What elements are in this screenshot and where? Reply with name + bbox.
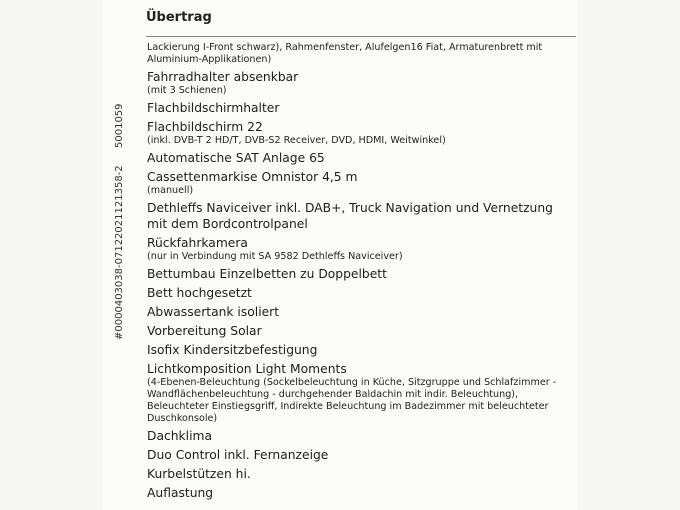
equipment-item [147, 200, 567, 235]
left-margin [0, 0, 103, 510]
equipment-item-note: (4-Ebenen-Beleuchtung (Sockelbeleuchtung in Küche, Sitzgruppe und Schlafzimmer - Wandflächenbeleuchtung - durchgehender Baldachin mit indir. Beleuchtung), Beleuchteter Einstiegsgriff, Indirekte Beleuchtung im Badezimmer mit beleuchteter Duschkonsole) [147, 377, 557, 424]
equipment-item-title: Abwassertank isoliert [147, 305, 280, 319]
section-header: Übertrag [146, 10, 212, 25]
equipment-item-title: Flachbildschirmhalter [147, 101, 280, 115]
equipment-item-title: Cassettenmarkise Omnistor 4,5 m [147, 170, 358, 184]
equipment-item [147, 266, 567, 285]
equipment-item-title: Auflastung [147, 486, 214, 500]
equipment-item-title: Dachklima [147, 429, 213, 443]
equipment-item [147, 100, 567, 119]
equipment-item-title: Flachbildschirm 22 [147, 120, 263, 134]
equipment-item [147, 150, 567, 169]
equipment-item [147, 485, 567, 504]
equipment-item [147, 235, 567, 266]
equipment-item-title: Lichtkomposition Light Moments [147, 362, 347, 376]
equipment-item-title: Rückfahrkamera [147, 236, 248, 250]
equipment-item [147, 342, 567, 361]
equipment-item-title: Automatische SAT Anlage 65 [147, 151, 325, 165]
equipment-item [147, 304, 567, 323]
equipment-item-note: (manuell) [147, 185, 194, 196]
item-spacer [147, 501, 567, 504]
equipment-item [147, 285, 567, 304]
equipment-item-note: Lackierung I-Front schwarz), Rahmenfenster, Alufelgen16 Fiat, Armaturenbrett mit Aluminium-Applikationen) [147, 42, 543, 65]
right-margin [577, 0, 680, 510]
equipment-item-title: Kurbelstützen hi. [147, 467, 251, 481]
equipment-item-title: Isofix Kindersitzbefestigung [147, 343, 318, 357]
equipment-item-note: (inkl. DVB-T 2 HD/T, DVB-S2 Receiver, DVD, HDMI, Weitwinkel) [147, 135, 446, 146]
equipment-item-title: Dethleffs Naviceiver inkl. DAB+, Truck Navigation und Vernetzung mit dem Bordcontrolpanel [147, 201, 553, 231]
equipment-item [147, 428, 567, 447]
equipment-item-note: (mit 3 Schienen) [147, 85, 227, 96]
side-code-document-number: 5001059 [114, 103, 125, 148]
equipment-item [147, 466, 567, 485]
equipment-item-title: Fahrradhalter absenkbar [147, 70, 299, 84]
equipment-item-title: Bett hochgesetzt [147, 286, 252, 300]
equipment-item-title: Vorbereitung Solar [147, 324, 262, 338]
equipment-item [147, 447, 567, 466]
equipment-item [147, 169, 567, 200]
equipment-list [147, 42, 567, 504]
equipment-item [147, 42, 567, 69]
equipment-item-title: Duo Control inkl. Fernanzeige [147, 448, 329, 462]
equipment-item [147, 361, 567, 428]
equipment-item-title: Bettumbau Einzelbetten zu Doppelbett [147, 267, 387, 281]
side-code-reference: #0000403038-07122021121358-2 [114, 165, 125, 340]
equipment-item [147, 69, 567, 100]
header-divider [146, 36, 576, 37]
equipment-item [147, 323, 567, 342]
equipment-item-note: (nur in Verbindung mit SA 9582 Dethleffs Naviceiver) [147, 251, 403, 262]
equipment-item [147, 119, 567, 150]
